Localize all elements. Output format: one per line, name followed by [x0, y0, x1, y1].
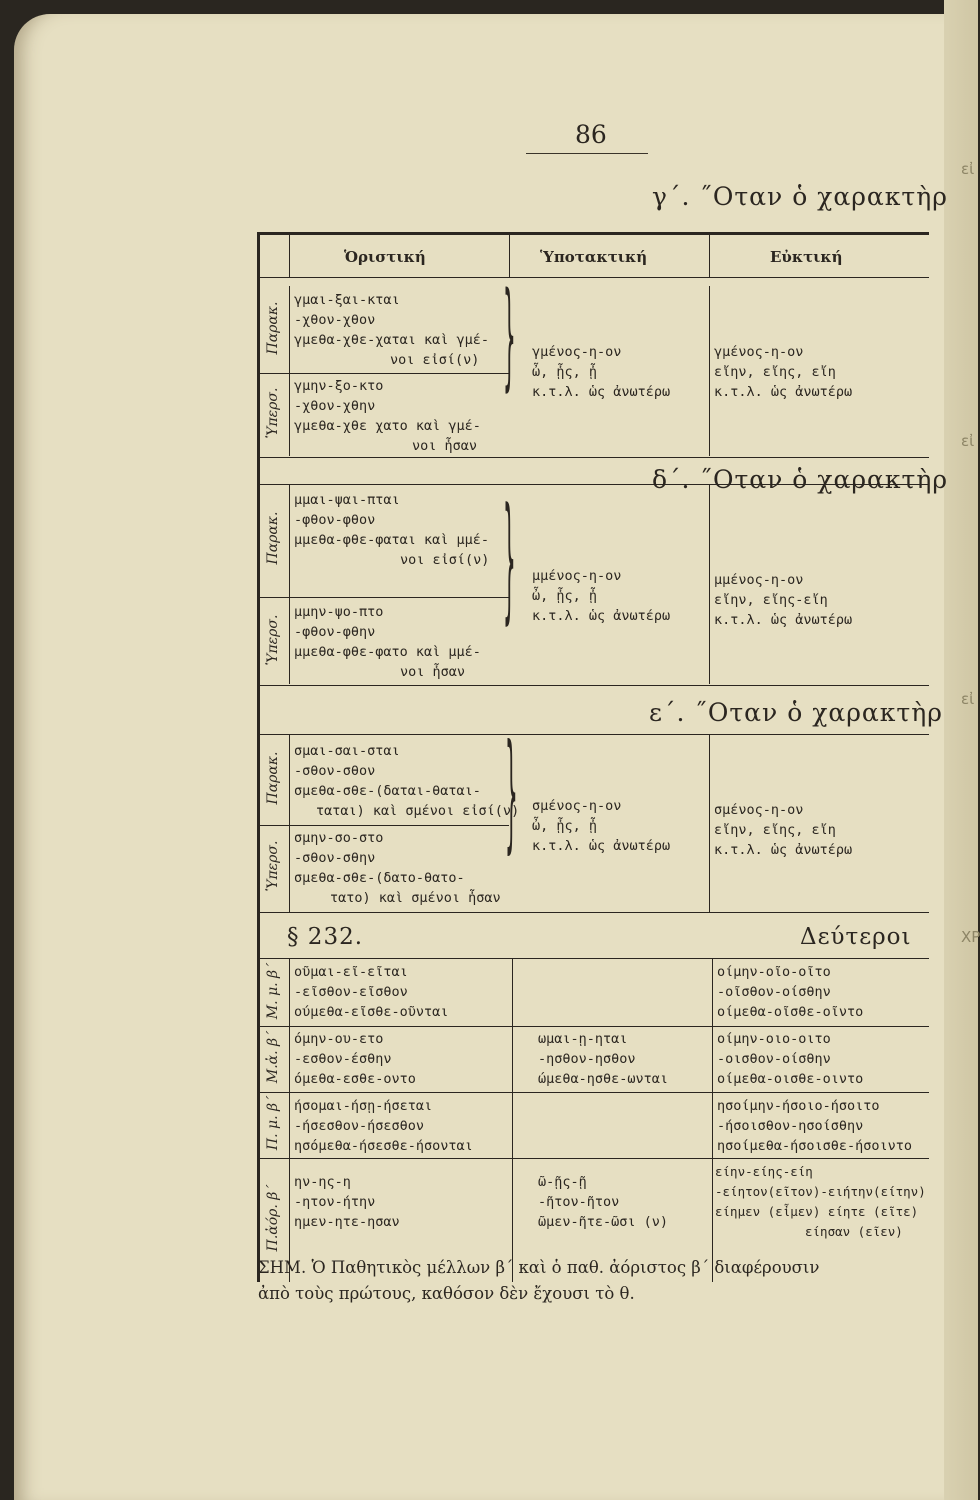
- form-line: σμαι-σαι-σται: [294, 743, 400, 759]
- form-list: [717, 1029, 863, 1089]
- form-list: [294, 962, 448, 1022]
- note-line-2: ἀπὸ τοὺς πρώτους, καθόσον δὲν ἔχουσι τὸ θ.: [258, 1284, 635, 1303]
- note-line-1: ΣΗΜ. Ὁ Παθητικὸς μέλλων β΄ καὶ ὁ παθ. ἀόριστος β΄ διαφέρουσιν: [258, 1258, 820, 1277]
- section-delta-heading: δ΄. ˝Οταν ὁ χαρακτὴρ: [652, 465, 949, 494]
- col-head-oristiki: Ὁριστική: [344, 248, 426, 266]
- form-line: νοι ἦσαν: [412, 438, 478, 454]
- form-list: [717, 962, 863, 1022]
- form-line: -φθον-φθον: [294, 512, 376, 528]
- edge-fragment: εἰ: [961, 690, 975, 708]
- form-line: -οισθον-οίσθην: [717, 1051, 831, 1067]
- form-line: -είητον(εῖτον)-ειήτην(είτην): [715, 1184, 926, 1199]
- form-list: [715, 1162, 926, 1242]
- label-divider: [289, 484, 290, 684]
- table-left-rule: [257, 232, 260, 1282]
- form-line: -φθον-φθην: [294, 624, 376, 640]
- block-rule: [257, 457, 929, 458]
- form-list: [714, 800, 852, 860]
- form-line: οίμεθα-οῖσθε-οῖντο: [717, 1004, 864, 1020]
- form-line: -οῖσθον-οίσθην: [717, 984, 831, 1000]
- form-line: μμένος-η-ον: [714, 572, 804, 588]
- form-line: ησόμεθα-ήσεσθε-ήσονται: [294, 1138, 473, 1154]
- form-list: [294, 376, 481, 456]
- form-line: ῶ-ῇς-ῇ: [538, 1174, 587, 1190]
- row-divider: [257, 1026, 929, 1027]
- col-head-ypotaktiki: Ὑποτακτική: [540, 248, 648, 266]
- brace: }: [503, 475, 516, 639]
- form-line: ώμεθα-ησθε-ωνται: [538, 1071, 669, 1087]
- form-line: εἴην, εἴης, εἴη: [714, 364, 836, 380]
- form-list: [294, 741, 519, 821]
- form-line: γμαι-ξαι-κται: [294, 292, 400, 308]
- block-rule: [257, 958, 929, 959]
- form-line: νοι εἰσί(ν): [390, 352, 480, 368]
- brace: }: [503, 264, 516, 404]
- form-line: εἴην, εἴης, εἴη: [714, 822, 836, 838]
- form-line: ταται) καὶ σμένοι εἰσί(ν): [316, 803, 520, 819]
- section-epsilon-heading: ε΄. ˝Οταν ὁ χαρακτὴρ: [649, 698, 943, 727]
- row-divider: [257, 825, 509, 826]
- edge-fragment: εἰ: [961, 160, 975, 178]
- form-line: -εσθον-έσθην: [294, 1051, 392, 1067]
- form-list: [294, 1096, 473, 1156]
- row-divider: [257, 1158, 929, 1159]
- form-line: ην-ης-η: [294, 1174, 351, 1190]
- row-label-pmb: Π. μ. β΄: [265, 1095, 281, 1151]
- form-line: ὦ, ᾖς, ᾖ: [532, 588, 598, 604]
- form-line: οίμεθα-οισθε-οιντο: [717, 1071, 864, 1087]
- form-line: ωμαι-ῃ-ηται: [538, 1031, 628, 1047]
- form-list: [538, 1029, 668, 1089]
- form-line: ήσομαι-ήσῃ-ήσεται: [294, 1098, 433, 1114]
- form-line: εἴην, εἴης-εἴη: [714, 592, 828, 608]
- row-divider: [257, 373, 509, 374]
- paragraph-number: § 232.: [287, 924, 364, 950]
- form-line: όμεθα-εσθε-οντο: [294, 1071, 416, 1087]
- block-rule: [257, 685, 929, 686]
- form-line: ὦ, ᾖς, ᾖ: [532, 364, 598, 380]
- form-line: γμένος-η-ον: [532, 344, 622, 360]
- next-page-edge: [944, 0, 978, 1500]
- section-deuteroi-heading: Δεύτεροι: [800, 924, 912, 950]
- row-divider: [257, 597, 509, 598]
- row-label-parak: Παρακ.: [265, 301, 281, 355]
- form-line: νοι εἰσί(ν): [400, 552, 490, 568]
- form-line: κ.τ.λ. ὡς ἀνωτέρω: [714, 842, 853, 858]
- form-line: γμεθα-χθε-χαται καὶ γμέ-: [294, 332, 490, 348]
- col-divider: [709, 734, 710, 912]
- form-line: γμένος-η-ον: [714, 344, 804, 360]
- edge-fragment: εἰ: [961, 432, 975, 450]
- form-line: είησαν (εῖεν): [805, 1224, 903, 1239]
- col-divider: [709, 484, 710, 684]
- form-list: [532, 566, 670, 626]
- form-line: κ.τ.λ. ὡς ἀνωτέρω: [532, 608, 671, 624]
- edge-fragment: ΧΡ: [961, 928, 980, 946]
- form-line: μμένος-η-ον: [532, 568, 622, 584]
- row-label-parak: Παρακ.: [265, 511, 281, 565]
- section-gamma-heading: γ΄. ˝Οταν ὁ χαρακτὴρ: [652, 182, 948, 211]
- form-line: σμένος-η-ον: [532, 798, 622, 814]
- form-line: ημεν-ητε-ησαν: [294, 1214, 400, 1230]
- form-line: είημεν (εἶμεν) είητε (εῖτε): [715, 1204, 919, 1219]
- col-divider: [289, 235, 290, 277]
- form-line: -ήσοισθον-ησοίσθην: [717, 1118, 864, 1134]
- form-line: γμεθα-χθε χατο καὶ γμέ-: [294, 418, 481, 434]
- form-line: -σθον-σθην: [294, 850, 376, 866]
- form-list: [532, 796, 670, 856]
- form-line: τατο) καὶ σμένοι ἦσαν: [330, 890, 501, 906]
- form-list: [532, 342, 670, 402]
- form-line: όμην-ου-ετο: [294, 1031, 384, 1047]
- form-line: γμην-ξο-κτο: [294, 378, 384, 394]
- form-line: ούμεθα-εῖσθε-οῦνται: [294, 1004, 449, 1020]
- form-list: [294, 290, 489, 370]
- form-list: [294, 490, 489, 570]
- form-line: ὦ, ᾖς, ᾖ: [532, 818, 598, 834]
- form-line: σμεθα-σθε-(δαται-θαται-: [294, 783, 481, 799]
- form-list: [294, 1172, 400, 1232]
- form-line: κ.τ.λ. ὡς ἀνωτέρω: [714, 612, 853, 628]
- form-line: σμην-σο-στο: [294, 830, 384, 846]
- row-label-yperss: Ὑπερσ.: [265, 840, 281, 892]
- table-top-rule: [257, 232, 929, 235]
- block-rule: [257, 912, 929, 913]
- form-list: [538, 1172, 668, 1232]
- row-label-paor: Π.ἀόρ. β΄: [265, 1184, 281, 1252]
- form-list: [717, 1096, 912, 1156]
- form-line: σμεθα-σθε-(δατο-θατο-: [294, 870, 465, 886]
- form-line: κ.τ.λ. ὡς ἀνωτέρω: [532, 384, 671, 400]
- brace: }: [505, 713, 518, 867]
- row-divider: [257, 1092, 929, 1093]
- col-divider: [709, 286, 710, 456]
- form-line: σμένος-η-ον: [714, 802, 804, 818]
- form-line: οῦμαι-εῖ-εῖται: [294, 964, 408, 980]
- form-list: [714, 342, 852, 402]
- col-divider: [712, 958, 713, 1282]
- form-line: κ.τ.λ. ὡς ἀνωτέρω: [532, 838, 671, 854]
- row-label-parak: Παρακ.: [265, 751, 281, 805]
- label-divider: [289, 958, 290, 1282]
- form-line: ῶμεν-ῆτε-ῶσι (ν): [538, 1214, 669, 1230]
- form-line: οίμην-οῖο-οῖτο: [717, 964, 831, 980]
- form-line: -χθον-χθον: [294, 312, 376, 328]
- label-divider: [289, 286, 290, 456]
- block-rule: [257, 484, 929, 485]
- form-line: μμεθα-φθε-φαται καὶ μμέ-: [294, 532, 490, 548]
- form-list: [714, 570, 852, 630]
- form-line: οίμην-οιο-οιτο: [717, 1031, 831, 1047]
- row-label-mab: Μ.ἀ. β΄: [265, 1030, 281, 1084]
- col-divider: [512, 958, 513, 1282]
- row-label-yperss: Ὑπερσ.: [265, 387, 281, 439]
- form-list: [294, 1029, 416, 1089]
- form-line: ησοίμεθα-ήσοισθε-ήσοιντο: [717, 1138, 913, 1154]
- form-line: κ.τ.λ. ὡς ἀνωτέρω: [714, 384, 853, 400]
- form-line: μμαι-ψαι-πται: [294, 492, 400, 508]
- row-label-yperss: Ὑπερσ.: [265, 614, 281, 666]
- page-number-rule: [526, 153, 648, 154]
- header-rule: [257, 277, 929, 278]
- form-line: -χθον-χθην: [294, 398, 376, 414]
- form-line: -εῖσθον-εῖσθον: [294, 984, 408, 1000]
- label-divider: [289, 734, 290, 912]
- form-line: -σθον-σθον: [294, 763, 376, 779]
- form-list: [294, 602, 481, 682]
- form-line: μμεθα-φθε-φατο καὶ μμέ-: [294, 644, 481, 660]
- form-line: -ῆτον-ῆτον: [538, 1194, 620, 1210]
- form-line: -ήσεσθον-ήσεσθον: [294, 1118, 425, 1134]
- form-line: -ησθον-ησθον: [538, 1051, 636, 1067]
- block-rule: [257, 734, 929, 735]
- row-label-mmb: Μ. μ. β΄: [265, 962, 281, 1020]
- page-number: 86: [575, 120, 607, 149]
- form-line: νοι ἦσαν: [400, 664, 466, 680]
- form-line: είην-είης-είη: [715, 1164, 813, 1179]
- col-head-euktiki: Εὐκτική: [770, 248, 843, 266]
- form-line: -ητον-ήτην: [294, 1194, 376, 1210]
- form-list: [294, 828, 501, 908]
- form-line: μμην-ψο-πτο: [294, 604, 384, 620]
- form-line: ησοίμην-ήσοιο-ήσοιτο: [717, 1098, 880, 1114]
- col-divider: [709, 235, 710, 277]
